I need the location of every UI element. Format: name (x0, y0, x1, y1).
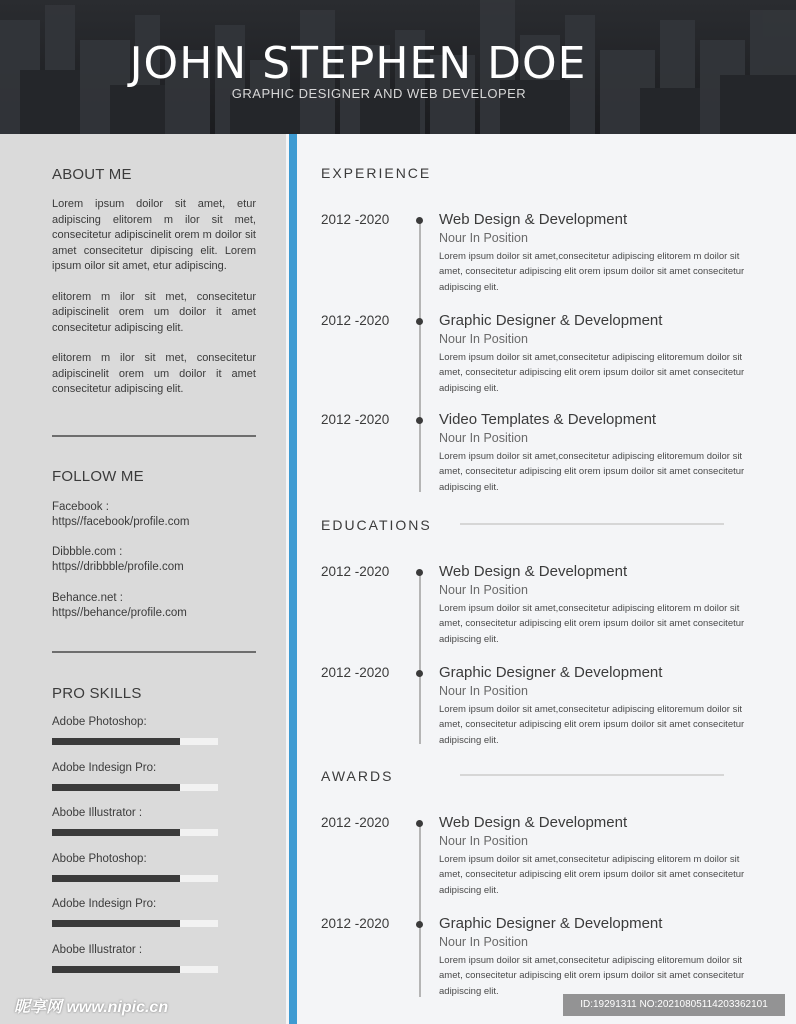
educations-heading: EDUCATIONS (321, 517, 432, 533)
social-url[interactable]: https//facebook/profile.com (52, 516, 190, 528)
timeline-dot-icon (416, 217, 423, 224)
timeline-dot-icon (416, 318, 423, 325)
watermark-logo: 昵享网 www.nipic.cn (14, 999, 169, 1016)
timeline-dot-icon (416, 670, 423, 677)
entry-description: Lorem ipsum doilor sit amet,consecitetur adipiscing elitoremum doilor sit amet, consecitetur adipiscing elit orem ipsum doilor sit amet consecitetur adipiscing elit. (439, 704, 745, 746)
skill-bar-track (52, 875, 218, 882)
skill-bar-fill (52, 738, 180, 745)
entry-date: 2012 -2020 (321, 665, 390, 680)
entry-title: Graphic Designer & Development (439, 664, 663, 681)
accent-divider-bar (289, 134, 297, 1024)
skill-bar-fill (52, 920, 180, 927)
entry-date: 2012 -2020 (321, 815, 390, 830)
social-label: Dibbble.com : (52, 546, 123, 558)
skill-label: Abobe Photoshop: (52, 853, 147, 865)
entry-title: Graphic Designer & Development (439, 915, 663, 932)
awards-heading: AWARDS (321, 768, 394, 784)
entry-description: Lorem ipsum doilor sit amet,consecitetur adipiscing elitorem m doilor sit amet, consecitetur adipiscing elit orem ipsum doilor sit amet consecitetur adipiscing elit. (439, 603, 745, 645)
social-label: Behance.net : (52, 592, 123, 604)
entry-title: Web Design & Development (439, 814, 628, 831)
social-label: Facebook : (52, 501, 109, 513)
entry-position: Nour In Position (439, 834, 528, 848)
skill-item (52, 853, 256, 865)
skill-bar-fill (52, 966, 180, 973)
skill-item (52, 807, 256, 819)
social-url[interactable]: https//dribbble/profile.com (52, 561, 184, 573)
entry-title: Video Templates & Development (439, 411, 657, 428)
follow-me-heading: FOLLOW ME (52, 468, 144, 485)
skill-label: Adobe Indesign Pro: (52, 898, 157, 910)
skill-label: Adobe Indesign Pro: (52, 762, 157, 774)
social-link-facebook[interactable] (52, 500, 256, 530)
skill-label: Abobe Illustrator : (52, 807, 143, 819)
entry-position: Nour In Position (439, 231, 528, 245)
entry-position: Nour In Position (439, 431, 528, 445)
entry-description: Lorem ipsum doilor sit amet,consecitetur adipiscing elitoremum doilor sit amet, consecitetur adipiscing elit orem ipsum doilor sit amet consecitetur adipiscing elit. (439, 955, 745, 997)
skill-bar-track (52, 966, 218, 973)
follow-me-heading-wrap (52, 468, 256, 485)
timeline-dot-icon (416, 569, 423, 576)
about-paragraph: elitorem m ilor sit met, consecitetur adipiscinelit orem um doilor it amet consecitetur adipiscing elit. (52, 290, 256, 334)
timeline-dot-icon (416, 417, 423, 424)
pro-skills-heading-wrap (52, 685, 256, 702)
resume-header (0, 0, 796, 134)
skill-bar-track (52, 829, 218, 836)
entry-date: 2012 -2020 (321, 564, 390, 579)
social-link-behance[interactable] (52, 591, 256, 621)
sidebar-divider (52, 435, 256, 437)
entry-position: Nour In Position (439, 332, 528, 346)
skill-label: Abobe Illustrator : (52, 944, 143, 956)
experience-timeline-line (419, 222, 421, 492)
entry-description: Lorem ipsum doilor sit amet,consecitetur adipiscing elitoremum doilor sit amet, consecitetur adipiscing elit orem ipsum doilor sit amet consecitetur adipiscing elit. (439, 352, 745, 394)
about-me-section (52, 166, 256, 398)
skill-label: Adobe Photoshop: (52, 716, 147, 728)
entry-description: Lorem ipsum doilor sit amet,consecitetur adipiscing elitorem m doilor sit amet, consecitetur adipiscing elit orem ipsum doilor sit amet consecitetur adipiscing elit. (439, 854, 745, 896)
skill-bar-track (52, 920, 218, 927)
section-rule (460, 774, 724, 776)
entry-title: Graphic Designer & Development (439, 312, 663, 329)
entry-date: 2012 -2020 (321, 412, 390, 427)
skill-bar-fill (52, 829, 180, 836)
section-rule (460, 523, 724, 525)
entry-title: Web Design & Development (439, 211, 628, 228)
skill-bar-fill (52, 875, 180, 882)
sidebar-divider (52, 651, 256, 653)
experience-heading: EXPERIENCE (321, 165, 432, 181)
skill-bar-track (52, 738, 218, 745)
entry-date: 2012 -2020 (321, 916, 390, 931)
skill-item (52, 898, 256, 910)
about-me-heading: ABOUT ME (52, 166, 132, 183)
entry-description: Lorem ipsum doilor sit amet,consecitetur adipiscing elitoremum doilor sit amet, consecitetur adipiscing elit orem ipsum doilor sit amet consecitetur adipiscing elit. (439, 451, 745, 493)
skill-bar-track (52, 784, 218, 791)
pro-skills-heading: PRO SKILLS (52, 685, 142, 702)
entry-title: Web Design & Development (439, 563, 628, 580)
skill-item (52, 716, 256, 728)
social-link-dribbble[interactable] (52, 545, 256, 575)
timeline-dot-icon (416, 820, 423, 827)
watermark-id: ID:19291311 NO:20210805114203362101 (563, 994, 785, 1016)
entry-description: Lorem ipsum doilor sit amet,consecitetur adipiscing elitorem m doilor sit amet, consecitetur adipiscing elit orem ipsum doilor sit amet consecitetur adipiscing elit. (439, 251, 745, 293)
entry-position: Nour In Position (439, 583, 528, 597)
educations-timeline-line (419, 574, 421, 744)
awards-timeline-line (419, 825, 421, 997)
timeline-dot-icon (416, 921, 423, 928)
entry-date: 2012 -2020 (321, 313, 390, 328)
entry-date: 2012 -2020 (321, 212, 390, 227)
entry-position: Nour In Position (439, 684, 528, 698)
skill-item (52, 944, 256, 956)
social-url[interactable]: https//behance/profile.com (52, 607, 187, 619)
about-paragraph: Lorem ipsum doilor sit amet, etur adipiscing elitorem m ilor sit met, consecitetur adipiscinelit orem m doilor sit amet consecitetur dipiscing elit. Lorem ipsum oilor sit amet, etur adipiscing. (52, 198, 256, 272)
entry-position: Nour In Position (439, 935, 528, 949)
about-paragraph: elitorem m ilor sit met, consecitetur adipiscinelit orem um doilor it amet consecitetur adipiscing elit. (52, 352, 256, 395)
skill-item (52, 762, 256, 774)
skill-bar-fill (52, 784, 180, 791)
candidate-name: JOHN STEPHEN DOE (129, 38, 587, 89)
candidate-title: GRAPHIC DESIGNER AND WEB DEVELOPER (231, 86, 527, 101)
